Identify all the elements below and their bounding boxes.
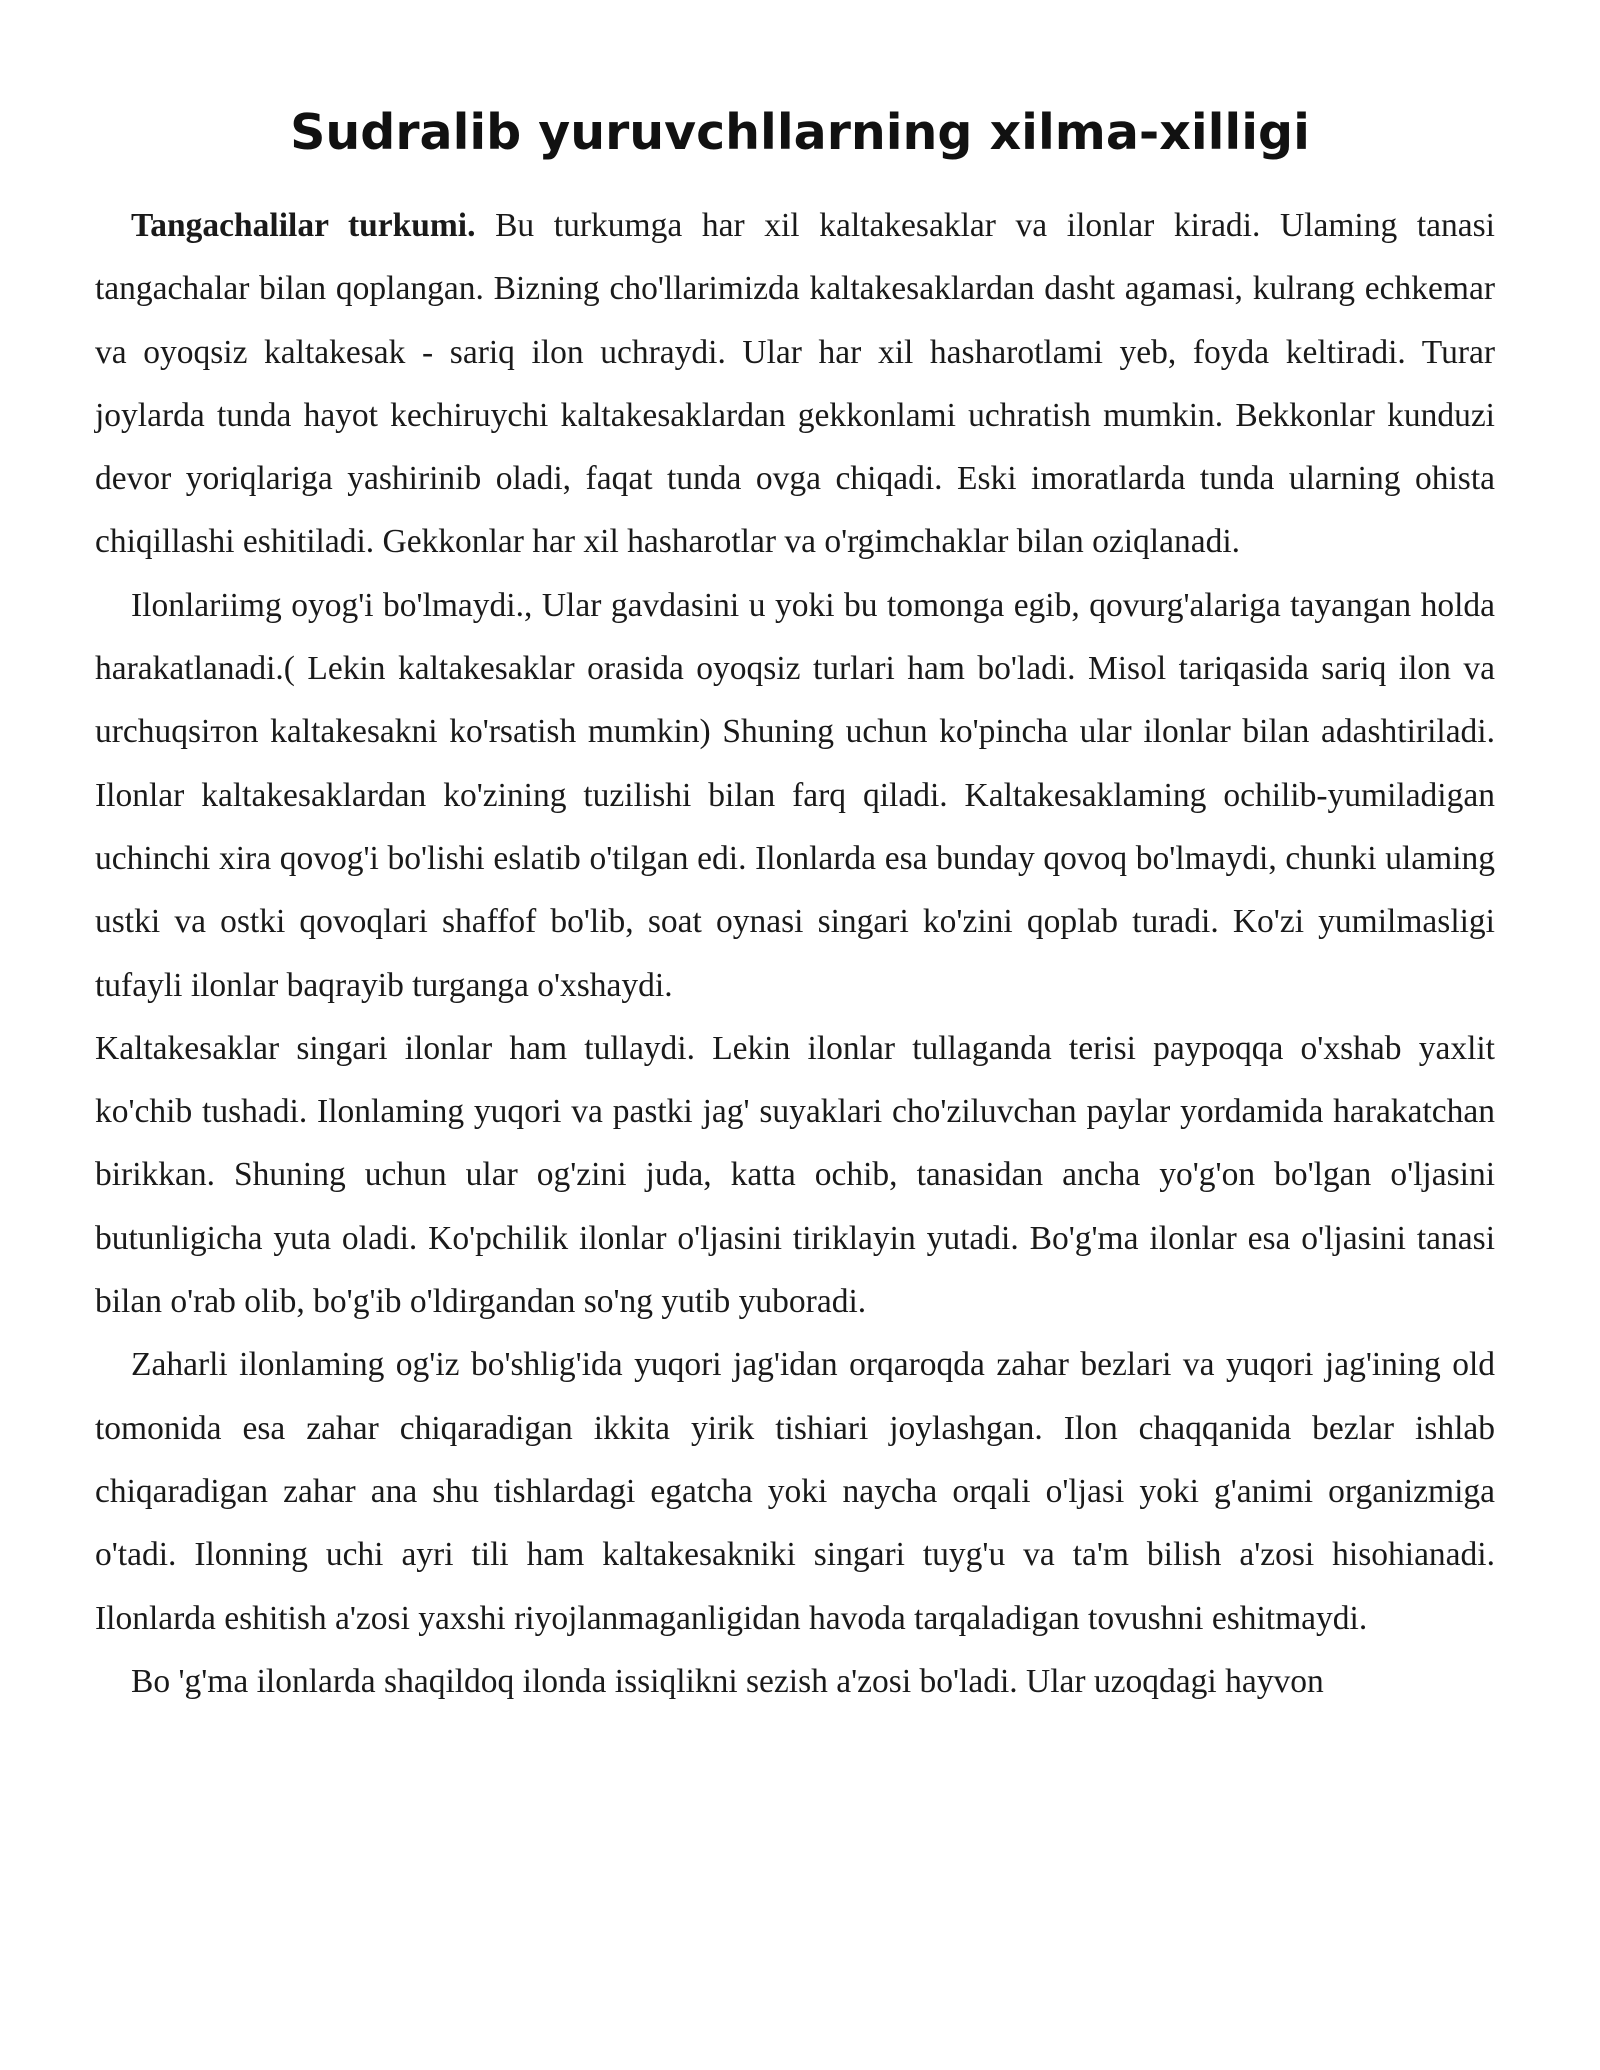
paragraph-ilonlar: Ilonlariimg oyog'i bo'lmaydi., Ular gavdasini u yoki bu tomonga egib, qovurg'alariga tayangan holda harakatlanadi.( Lekin kaltakesaklar orasida oyoqsiz turlari ham bo'ladi. Misol tariqasida sariq ilon va urchuqsiтon kaltakesakni ko'rsatish mumkin) Shuning uchun ko'pincha ular ilonlar bilan adashtiriladi. Ilonlar kaltakesaklardan ko'zining tuzilishi bilan farq qiladi. Kaltakesaklaming ochilib-yumiladigan uchinchi xira qovog'i bo'lishi eslatib o'tilgan edi. Ilonlarda esa bunday qovoq bo'lmaydi, chunki ulaming ustki va ostki qovoqlari shaffof bo'lib, soat oynasi singari ko'zini qoplab turadi. Ko'zi yumilmasligi tufayli ilonlar baqrayib turganga o'xshaydi. xyxy=(95,586,1495,1004)
paragraph-tangachalilar xyxy=(95,194,1495,574)
paragraph-text: Bu turkumga har xil kaltakesaklar va ilonlar kiradi. Ulaming tanasi tangachalar bilan qoplangan. Bizning cho'llarimizda kaltakesaklardan dasht agamasi, kulrang echkemar va oyoqsiz kaltakesak - sariq ilon uchraydi. Ular har xil hasharotlami yeb, foyda keltiradi. Turar joylarda tunda hayot kechiruychi kaltakesaklardan gekkonlami uchratish mumkin. Bekkonlar kunduzi devor yoriqlariga yashirinib oladi, faqat tunda ovga chiqadi. Eski imoratlarda tunda ularning ohista chiqillashi eshitiladi. Gekkonlar har xil hasharotlar va o'rgimchaklar bilan oziqlanadi. xyxy=(95,207,1495,561)
paragraph-lead-heading: Tangachalilar turkumi. xyxy=(131,207,476,244)
paragraph-zaharli-ilonlar: Zaharli ilonlaming og'iz bo'shlig'ida yuqori jag'idan orqaroqda zahar bezlari va yuqori jag'ining old tomonida esa zahar chiqaradigan ikkita yirik tishiari joylashgan. Ilon chaqqanida bezlar ishlab chiqaradigan zahar ana shu tishlardagi egatcha yoki naycha orqali o'ljasi yoki g'animi organizmiga o'tadi. Ilonning uchi ayri tili ham kaltakesakniki singari tuyg'u va ta'm bilish a'zosi hisohianadi. Ilonlarda eshitish a'zosi yaxshi riyojlanmaganligidan havoda tarqaladigan tovushni eshitmaydi. xyxy=(95,1346,1495,1637)
document-body xyxy=(95,194,1495,1713)
paragraph-boma-ilonlar: Bo 'g'ma ilonlarda shaqildoq ilonda issiqlikni sezish a'zosi bo'ladi. Ular uzoqdagi hayvon xyxy=(131,1662,1324,1700)
page-title: Sudralib yuruvchllarning xilma-xilligi xyxy=(290,104,1310,161)
paragraph-tullash: Kaltakesaklar singari ilonlar ham tullaydi. Lekin ilonlar tullaganda terisi paypoqqa o'xshab yaxlit ko'chib tushadi. Ilonlaming yuqori va pastki jag' suyaklari cho'ziluvchan paylar yordamida harakatchan birikkan. Shuning uchun ular og'zini juda, katta ochib, tanasidan ancha yo'g'on bo'lgan o'ljasini butunligicha yuta oladi. Ko'pchilik ilonlar o'ljasini tiriklayin yutadi. Bo'g'ma ilonlar esa o'ljasini tanasi bilan o'rab olib, bo'g'ib o'ldirgandan so'ng yutib yuboradi. xyxy=(95,1029,1495,1321)
